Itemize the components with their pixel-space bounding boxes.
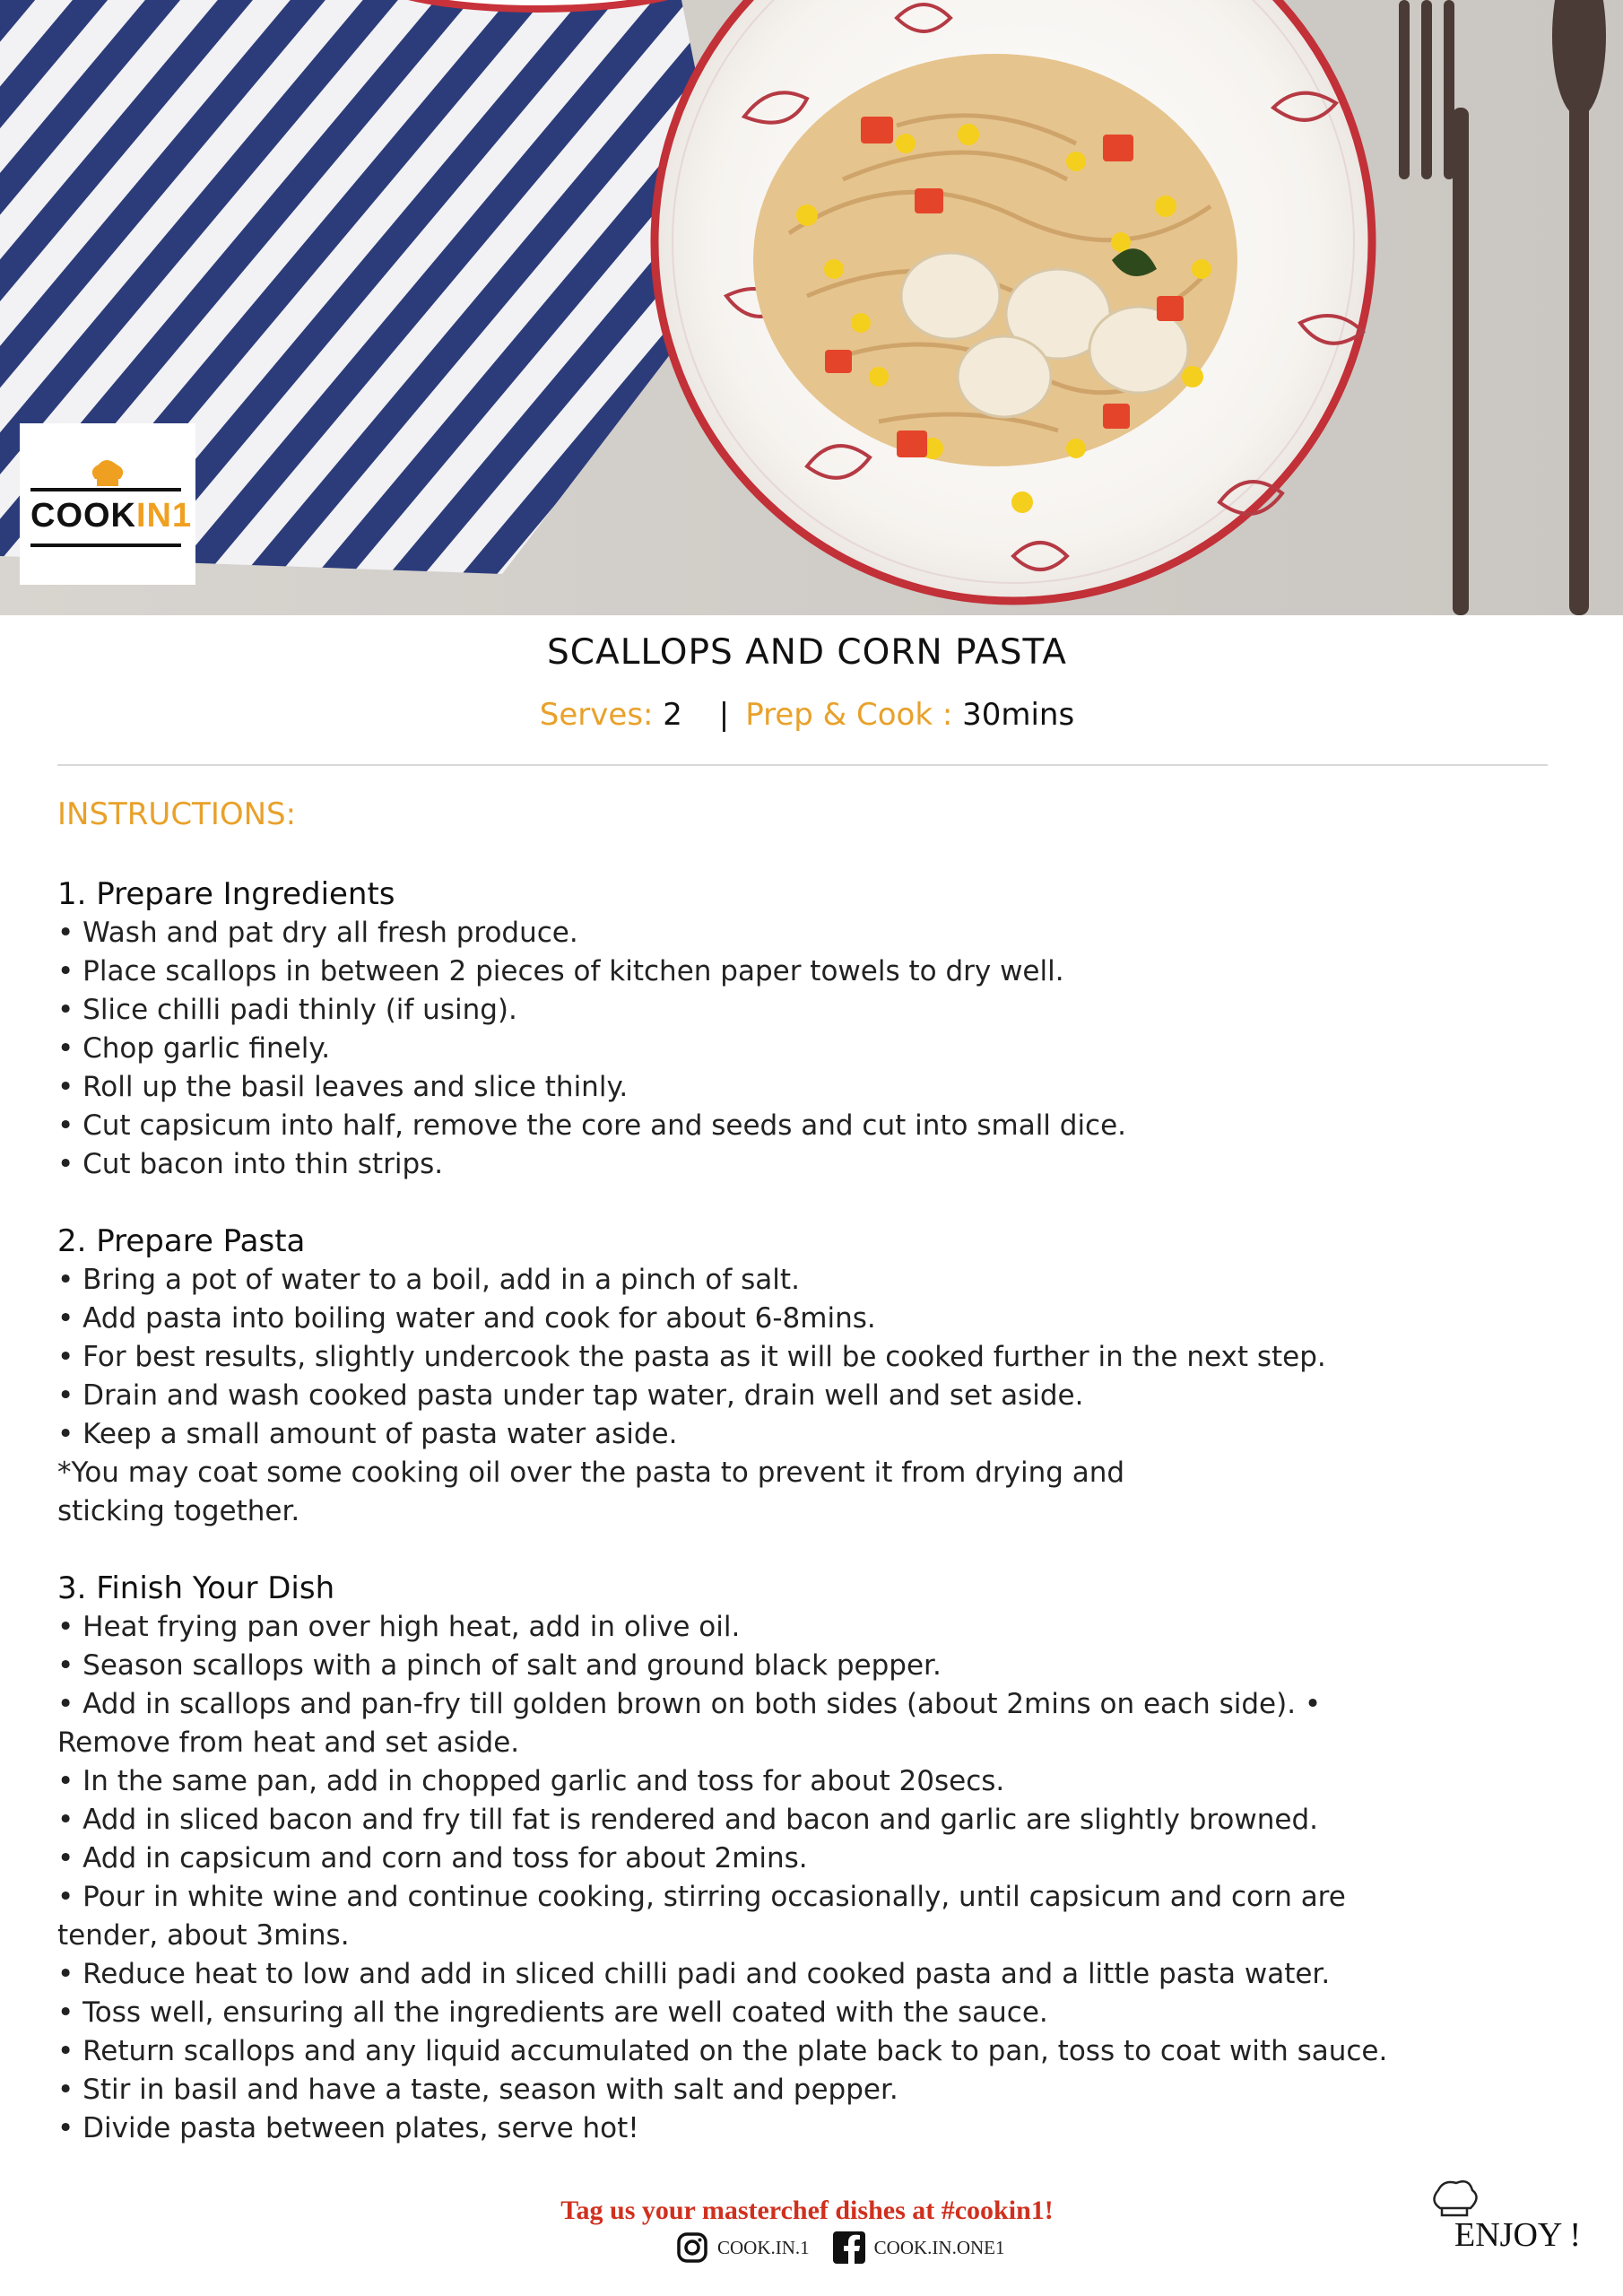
step-line: • Season scallops with a pinch of salt and ground black pepper. [57,1649,942,1682]
step-line: • Cut bacon into thin strips. [57,1148,444,1180]
step-line: • Wash and pat dry all fresh produce. [57,917,578,949]
step-line: • Bring a pot of water to a boil, add in a pinch of salt. [57,1264,800,1296]
footer-tagline: Tag us your masterchef dishes at #cookin1! [560,2196,1054,2225]
time-label: Prep & Cook : [745,697,953,733]
step-line: • Add in capsicum and corn and toss for about 2mins. [57,1842,808,1874]
step-title: 1. Prepare Ingredients [57,876,395,912]
logo-top-rule [30,488,181,491]
steps-list [57,875,1573,2148]
step-line: • Keep a small amount of pasta water aside. [57,1418,678,1450]
logo-bottom-rule [30,544,181,547]
logo-wordmark: COOKIN1 [30,497,193,535]
step-line: sticking together. [57,1495,300,1527]
step-title: 2. Prepare Pasta [57,1223,306,1259]
hero-food-photo [0,0,1623,615]
step-line: • Stir in basil and have a taste, season with salt and pepper. [57,2074,898,2106]
cookin1-logo [20,423,195,585]
instructions-heading: INSTRUCTIONS: [57,796,297,832]
facebook-icon[interactable] [833,2231,865,2264]
instagram-icon[interactable] [676,2231,708,2264]
time-value: 30mins [962,697,1075,733]
step-line: • Drain and wash cooked pasta under tap water, drain well and set aside. [57,1379,1084,1412]
step-line: *You may coat some cooking oil over the pasta to prevent it from drying and [57,1457,1125,1489]
divider [57,764,1548,766]
recipe-meta [0,697,1614,733]
step-line: Remove from heat and set aside. [57,1726,520,1759]
step-line: • Chop garlic finely. [57,1032,331,1065]
step-line: • Add in sliced bacon and fry till fat is rendered and bacon and garlic are slightly browned. [57,1804,1319,1836]
step-line: • Divide pasta between plates, serve hot! [57,2112,639,2144]
social-links [676,2230,1005,2266]
step-line: • For best results, slightly undercook the pasta as it will be cooked further in the next step. [57,1341,1326,1373]
step-line: • Add in scallops and pan-fry till golden brown on both sides (about 2mins on each side). • [57,1688,1322,1720]
enjoy-signoff: ENJOY ! [1454,2216,1582,2254]
step-line: • Return scallops and any liquid accumulated on the plate back to pan, toss to coat with sauce. [57,2035,1388,2067]
chef-hat-icon [88,459,127,488]
meta-separator: | [718,697,730,733]
serves-label: Serves: [539,697,654,733]
step-line: • Heat frying pan over high heat, add in olive oil. [57,1611,741,1643]
pasta-plate-illustration [0,0,1623,615]
step-line: • Pour in white wine and continue cooking, stirring occasionally, until capsicum and corn are [57,1881,1346,1913]
step-title: 3. Finish Your Dish [57,1570,335,1606]
step-line: • Toss well, ensuring all the ingredients are well coated with the sauce. [57,1996,1048,2029]
recipe-title: SCALLOPS AND CORN PASTA [547,632,1067,673]
step-line: • Add pasta into boiling water and cook for about 6-8mins. [57,1302,876,1335]
step [57,875,1573,1184]
facebook-handle[interactable]: COOK.IN.ONE1 [873,2236,1005,2258]
serves-value: 2 [663,697,682,733]
step-line: • In the same pan, add in chopped garlic and toss for about 20secs. [57,1765,1005,1797]
step-line: • Reduce heat to low and add in sliced chilli padi and cooked pasta and a little pasta water. [57,1958,1331,1990]
step-line: • Cut capsicum into half, remove the core and seeds and cut into small dice. [57,1109,1127,1142]
step [57,1570,1573,2148]
step-line: • Place scallops in between 2 pieces of kitchen paper towels to dry well. [57,955,1064,987]
step-line: • Roll up the basil leaves and slice thinly. [57,1071,629,1103]
step-line: tender, about 3mins. [57,1919,350,1952]
step [57,1222,1573,1531]
step-line: • Slice chilli padi thinly (if using). [57,994,517,1026]
instagram-handle[interactable]: COOK.IN.1 [717,2236,810,2258]
